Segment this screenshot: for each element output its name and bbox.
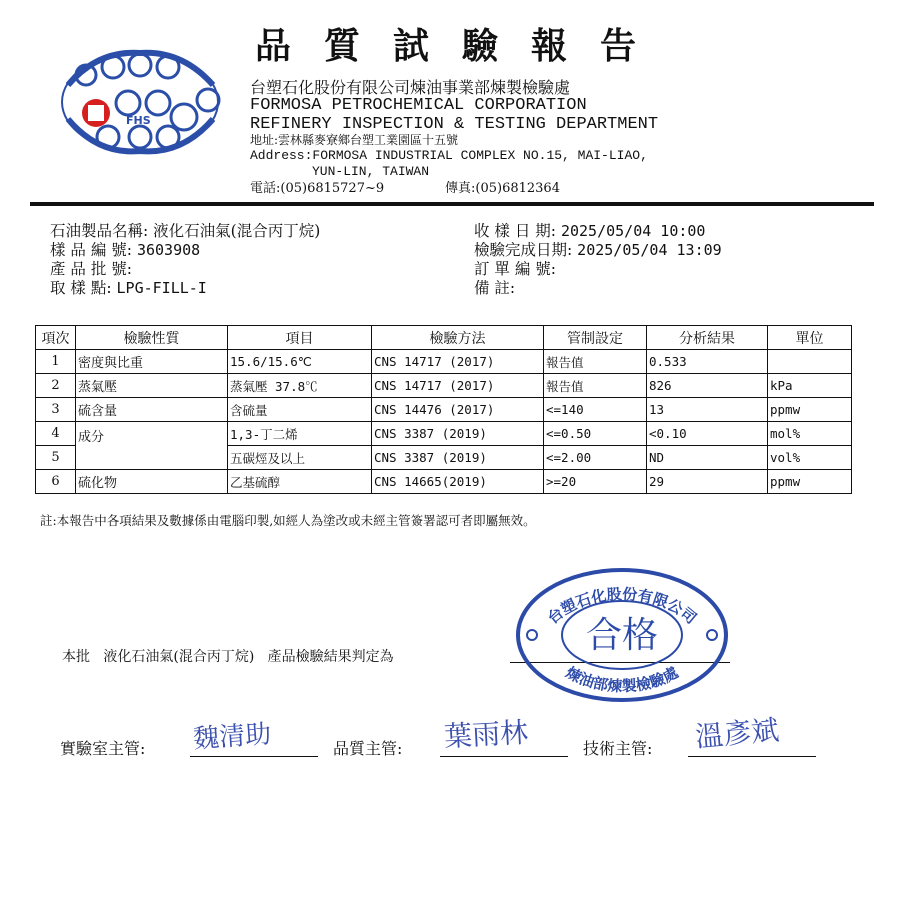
row-no: 2	[36, 374, 76, 398]
product-name-row	[50, 224, 320, 240]
row-unit: kPa	[768, 374, 852, 398]
col-header-no: 項次	[36, 326, 76, 350]
complete-date-row	[474, 243, 722, 259]
table-header-row	[36, 326, 852, 350]
table-row	[36, 422, 852, 446]
tech-signature-line	[688, 756, 816, 757]
verdict-statement	[62, 646, 394, 666]
col-header-property: 檢驗性質	[76, 326, 228, 350]
company-name-en: FORMOSA PETROCHEMICAL CORPORATION	[250, 96, 587, 115]
sampling-point: LPG-FILL-I	[116, 279, 207, 297]
quality-supervisor-label: 品質主管:	[333, 739, 403, 758]
remark-label: 備 註:	[474, 279, 516, 297]
receive-date-row	[474, 224, 705, 240]
lab-supervisor-label: 實驗室主管:	[60, 739, 146, 758]
row-method: CNS 14665(2019)	[372, 470, 544, 494]
sample-no-label: 樣 品 編 號:	[50, 241, 133, 259]
report-title: 品質試驗報告	[255, 25, 670, 67]
table-row	[36, 374, 852, 398]
row-item: 含硫量	[228, 398, 372, 422]
col-header-spec: 管制設定	[544, 326, 647, 350]
row-result: 29	[647, 470, 768, 494]
row-no: 1	[36, 350, 76, 374]
verdict-product: 液化石油氣(混合丙丁烷)	[103, 649, 255, 665]
lab-signature: 魏清助	[192, 719, 273, 755]
row-result: <0.10	[647, 422, 768, 446]
row-property: 蒸氣壓	[76, 374, 228, 398]
verdict-suffix: 產品檢驗結果判定為	[267, 649, 394, 665]
sampling-point-label: 取 樣 點:	[50, 279, 112, 297]
order-no-label: 訂 單 編 號:	[474, 260, 557, 278]
stamp-top-text: 台塑石化股份有限公司	[544, 585, 700, 628]
table-row	[36, 350, 852, 374]
tech-signature: 溫彥斌	[693, 713, 781, 754]
tech-supervisor-label: 技術主管:	[583, 739, 653, 758]
row-unit: vol%	[768, 446, 852, 470]
results-table	[35, 325, 852, 494]
department-name-en: REFINERY INSPECTION & TESTING DEPARTMENT	[250, 115, 659, 134]
row-no: 3	[36, 398, 76, 422]
row-property: 密度與比重	[76, 350, 228, 374]
table-row	[36, 398, 852, 422]
row-property: 硫化物	[76, 470, 228, 494]
address-en-line1: Address:FORMOSA INDUSTRIAL COMPLEX NO.15, MAI-LIAO,	[250, 148, 648, 163]
row-method: CNS 3387 (2019)	[372, 446, 544, 470]
header-divider	[30, 202, 874, 206]
row-spec: <=0.50	[544, 422, 647, 446]
remark-row	[474, 281, 515, 297]
verdict-prefix: 本批	[62, 649, 90, 665]
row-no: 6	[36, 470, 76, 494]
table-row	[36, 470, 852, 494]
complete-date: 2025/05/04 13:09	[577, 241, 722, 259]
row-result: 13	[647, 398, 768, 422]
row-property: 硫含量	[76, 398, 228, 422]
row-result: 826	[647, 374, 768, 398]
row-spec: 報告值	[544, 374, 647, 398]
row-result: ND	[647, 446, 768, 470]
order-no-row	[474, 262, 556, 278]
col-header-method: 檢驗方法	[372, 326, 544, 350]
row-item: 五碳烴及以上	[228, 446, 372, 470]
quality-signature: 葉雨林	[443, 715, 529, 754]
complete-date-label: 檢驗完成日期:	[474, 241, 573, 259]
receive-date: 2025/05/04 10:00	[560, 222, 706, 240]
fax: 傳真:(05)6812364	[445, 181, 560, 196]
svg-text:煉油部煉製檢驗處	[562, 663, 681, 696]
receive-date-label: 收 樣 日 期:	[474, 222, 557, 240]
address-zh: 地址:雲林縣麥寮鄉台塑工業園區十五號	[250, 133, 459, 147]
row-method: CNS 14717 (2017)	[372, 350, 544, 374]
row-no: 5	[36, 446, 76, 470]
row-item: 蒸氣壓 37.8℃	[228, 374, 372, 398]
logo-letters: FHS	[126, 114, 151, 127]
sample-no-row	[50, 243, 200, 259]
row-unit: ppmw	[768, 470, 852, 494]
product-name-label: 石油製品名稱:	[50, 222, 149, 240]
col-header-item: 項目	[228, 326, 372, 350]
row-result: 0.533	[647, 350, 768, 374]
row-spec: <=140	[544, 398, 647, 422]
company-logo	[58, 45, 223, 160]
sample-no: 3603908	[136, 241, 201, 259]
row-no: 4	[36, 422, 76, 446]
address-en-line2: YUN-LIN, TAIWAN	[312, 164, 430, 179]
batch-label: 產 品 批 號:	[50, 260, 133, 278]
quality-signature-line	[440, 756, 568, 757]
row-spec: <=2.00	[544, 446, 647, 470]
row-method: CNS 14476 (2017)	[372, 398, 544, 422]
row-method: CNS 14717 (2017)	[372, 374, 544, 398]
validity-note: 註:本報告中各項結果及數據係由電腦印製,如經人為塗改或未經主管簽署認可者即屬無效。	[40, 513, 536, 528]
telephone: 電話:(05)6815727~9	[250, 181, 385, 196]
stamp-bottom-text: 煉油部煉製檢驗處	[562, 663, 682, 696]
row-unit	[768, 350, 852, 374]
row-item: 乙基硫醇	[228, 470, 372, 494]
row-spec: 報告值	[544, 350, 647, 374]
batch-row	[50, 262, 132, 278]
product-name: 液化石油氣(混合丙丁烷)	[153, 222, 321, 240]
approval-stamp	[512, 565, 732, 705]
row-unit: mol%	[768, 422, 852, 446]
row-property: 成分	[76, 422, 228, 470]
col-header-unit: 單位	[768, 326, 852, 350]
lab-signature-line	[190, 756, 318, 757]
company-name-zh: 台塑石化股份有限公司煉油事業部煉製檢驗處	[250, 78, 571, 97]
sampling-point-row	[50, 281, 207, 297]
col-header-result: 分析結果	[647, 326, 768, 350]
row-item: 15.6/15.6℃	[228, 350, 372, 374]
row-unit: ppmw	[768, 398, 852, 422]
row-item: 1,3-丁二烯	[228, 422, 372, 446]
row-spec: >=20	[544, 470, 647, 494]
stamp-center-text: 合格	[585, 615, 659, 656]
row-method: CNS 3387 (2019)	[372, 422, 544, 446]
